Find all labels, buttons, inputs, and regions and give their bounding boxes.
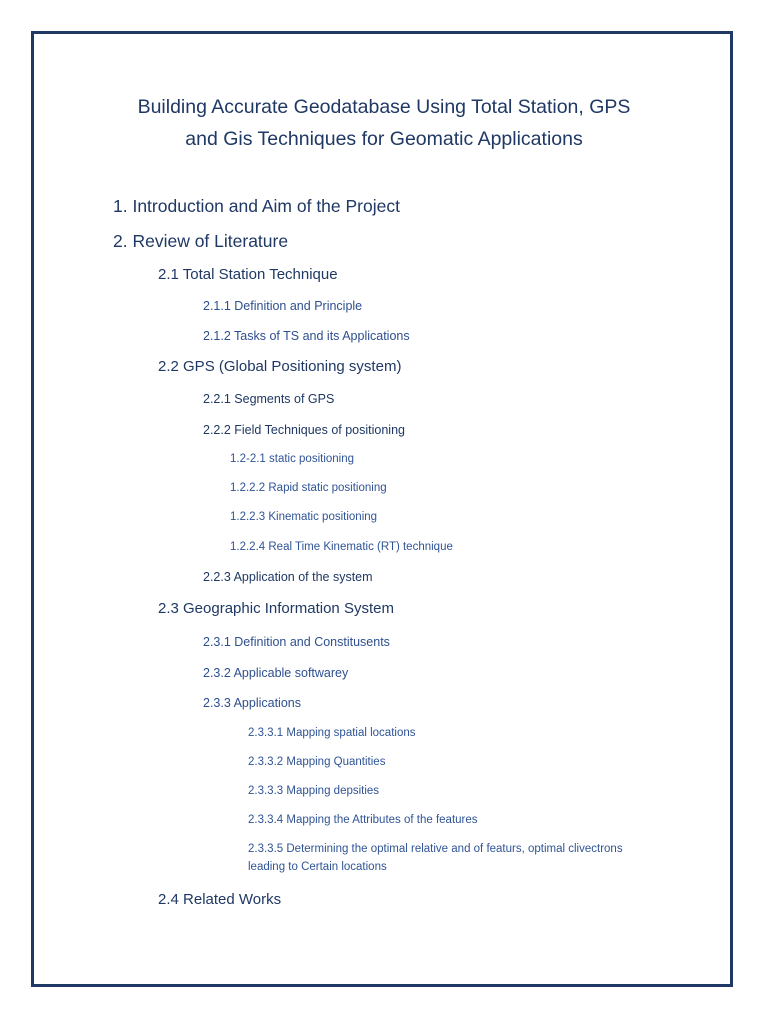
toc-section-1: 1. Introduction and Aim of the Project	[113, 196, 400, 216]
toc-section-2-2-3: 2.2.3 Application of the system	[203, 570, 373, 584]
toc-section-2-1: 2.1 Total Station Technique	[158, 266, 338, 283]
toc-section-1-2-2-1: 1.2-2.1 static positioning	[230, 453, 355, 465]
toc-section-1-2-2-4: 1.2.2.4 Real Time Kinematic (RT) technique	[230, 541, 453, 553]
toc-section-2-3-2: 2.3.2 Applicable softwarey	[203, 666, 349, 680]
toc-section-2: 2. Review of Literature	[113, 231, 289, 251]
toc-section-2-3-3-5: 2.3.3.5 Determining the optimal relative and of featurs, optimal clivectrons leading to Certain locations	[248, 843, 623, 873]
toc-section-1-2-2-3: 1.2.2.3 Kinematic positioning	[230, 511, 378, 523]
toc-section-2-3-1: 2.3.1 Definition and Constitusents	[203, 635, 390, 649]
toc-section-2-1-1: 2.1.1 Definition and Principle	[203, 299, 363, 313]
document-title-line-2: and Gis Techniques for Geomatic Applications	[185, 128, 583, 150]
toc-section-2-2-1: 2.2.1 Segments of GPS	[203, 392, 335, 406]
toc-section-2-3-3-2: 2.3.3.2 Mapping Quantities	[248, 756, 386, 768]
toc-section-2-3-3-1: 2.3.3.1 Mapping spatial locations	[248, 727, 416, 739]
document-title-line-1: Building Accurate Geodatabase Using Total Station, GPS	[137, 96, 631, 118]
toc-section-2-2: 2.2 GPS (Global Positioning system)	[158, 358, 402, 375]
toc-section-1-2-2-2: 1.2.2.2 Rapid static positioning	[230, 482, 387, 494]
toc-section-2-3-3-3: 2.3.3.3 Mapping depsities	[248, 785, 380, 797]
toc-section-2-3: 2.3 Geographic Information System	[158, 600, 394, 617]
toc-section-2-2-2: 2.2.2 Field Techniques of positioning	[203, 423, 405, 437]
toc-section-2-4: 2.4 Related Works	[158, 891, 282, 908]
toc-section-2-1-2: 2.1.2 Tasks of TS and its Applications	[203, 329, 410, 343]
toc-section-2-3-3-4: 2.3.3.4 Mapping the Attributes of the features	[248, 814, 478, 826]
toc-section-2-3-3: 2.3.3 Applications	[203, 696, 301, 710]
